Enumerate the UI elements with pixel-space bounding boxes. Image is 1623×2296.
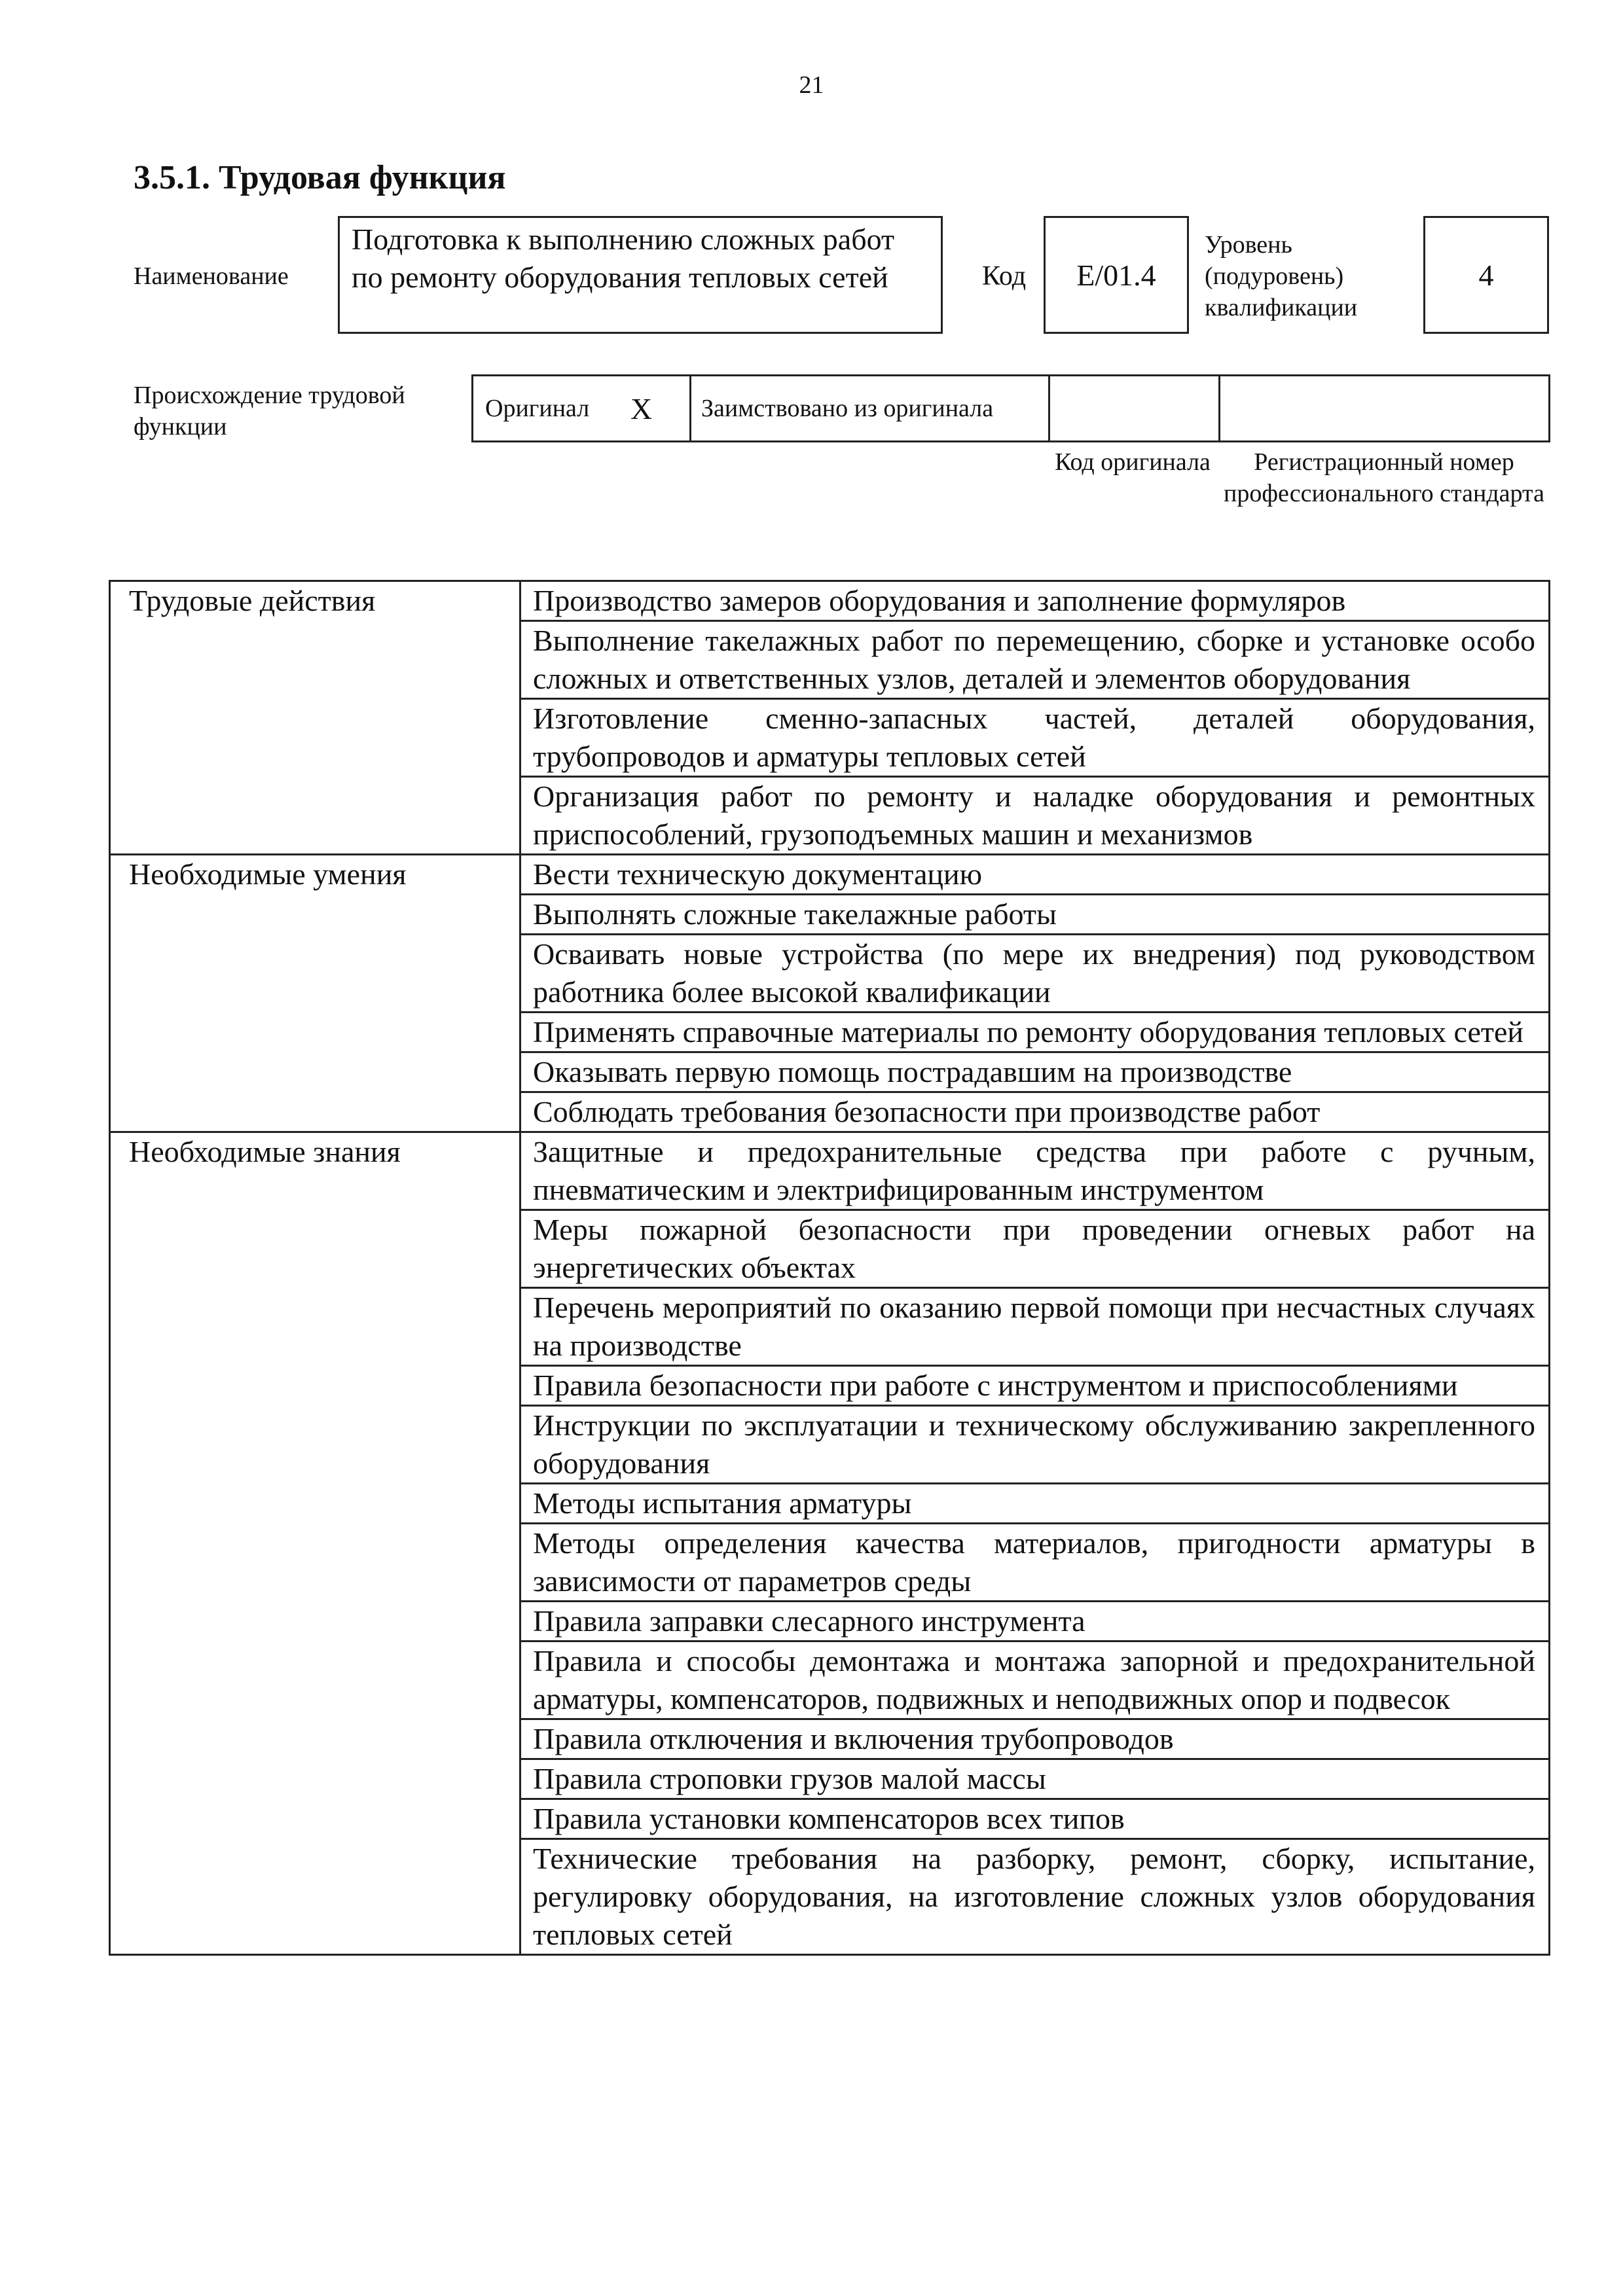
section-category: Необходимые умения [110,855,520,1132]
section-item: Инструкции по эксплуатации и техническому обслуживанию закрепленного оборудования [520,1406,1550,1484]
section-item: Выполнение такелажных работ по перемещению, сборке и установке особо сложных и ответственных узлов, деталей и элементов оборудования [520,621,1550,699]
reg-caption [1218,446,1550,509]
section-item: Производство замеров оборудования и заполнение формуляров [520,581,1550,621]
section-item: Правила и способы демонтажа и монтажа запорной и предохранительной арматуры, компенсаторов, подвижных и неподвижных опор и подвесок [520,1641,1550,1719]
code-value-box [1044,216,1189,334]
name-value-box [338,216,943,334]
level-value-box [1423,216,1549,334]
reg-caption-text: Регистрационный номер профессионального стандарта [1224,448,1544,507]
section-category: Необходимые знания [110,1132,520,1955]
section-title: 3.5.1. Трудовая функция [134,159,506,196]
section-item: Правила отключения и включения трубопроводов [520,1719,1550,1759]
section-item: Правила установки компенсаторов всех типов [520,1799,1550,1839]
origin-divider [1048,376,1050,440]
origin-label [134,380,461,442]
section-item: Правила безопасности при работе с инструментом и приспособлениями [520,1366,1550,1406]
level-value: 4 [1478,258,1494,292]
section-item: Перечень мероприятий по оказанию первой помощи при несчастных случаях на производстве [520,1288,1550,1366]
section-item: Правила строповки грузов малой массы [520,1759,1550,1799]
original-mark: X [630,391,653,425]
section-item: Соблюдать требования безопасности при производстве работ [520,1092,1550,1132]
code-value: E/01.4 [1076,258,1156,292]
name-label: Наименование [134,262,289,290]
section-item: Меры пожарной безопасности при проведении огневых работ на энергетических объектах [520,1210,1550,1288]
code-label: Код [982,261,1027,291]
table-row [110,855,1550,895]
section-item: Оказывать первую помощь пострадавшим на производстве [520,1052,1550,1092]
borrowed-label: Заимствовано из оригинала [701,395,994,422]
origin-divider [689,376,691,440]
labor-function-table [109,580,1550,1956]
section-item: Защитные и предохранительные средства при работе с ручным, пневматическим и электрифицированным инструментом [520,1132,1550,1210]
section-item: Выполнять сложные такелажные работы [520,895,1550,935]
section-category: Трудовые действия [110,581,520,855]
section-item: Осваивать новые устройства (по мере их внедрения) под руководством работника более высокой квалификации [520,935,1550,1013]
table-row [110,1132,1550,1210]
section-item: Методы определения качества материалов, пригодности арматуры в зависимости от параметров среды [520,1524,1550,1602]
code-caption [1048,446,1218,478]
level-label-text: Уровень (подуровень) квалификации [1205,231,1358,321]
code-caption-text: Код оригинала [1055,448,1211,476]
section-item: Вести техническую документацию [520,855,1550,895]
section-item: Применять справочные материалы по ремонту оборудования тепловых сетей [520,1013,1550,1052]
level-label [1205,229,1401,323]
section-item: Организация работ по ремонту и наладке оборудования и ремонтных приспособлений, грузоподъемных машин и механизмов [520,777,1550,855]
page-number: 21 [799,71,824,99]
section-item: Правила заправки слесарного инструмента [520,1602,1550,1641]
origin-row [471,374,1550,442]
name-value: Подготовка к выполнению сложных работ по ремонту оборудования тепловых сетей [352,223,895,294]
original-label: Оригинал [485,395,590,422]
origin-label-text: Происхождение трудовой функции [134,382,405,440]
section-item: Технические требования на разборку, ремонт, сборку, испытание, регулировку оборудования, на изготовление сложных узлов оборудования тепловых сетей [520,1839,1550,1955]
section-item: Изготовление сменно-запасных частей, деталей оборудования, трубопроводов и арматуры тепловых сетей [520,699,1550,777]
table-row [110,581,1550,621]
origin-divider [1218,376,1220,440]
section-item: Методы испытания арматуры [520,1484,1550,1524]
